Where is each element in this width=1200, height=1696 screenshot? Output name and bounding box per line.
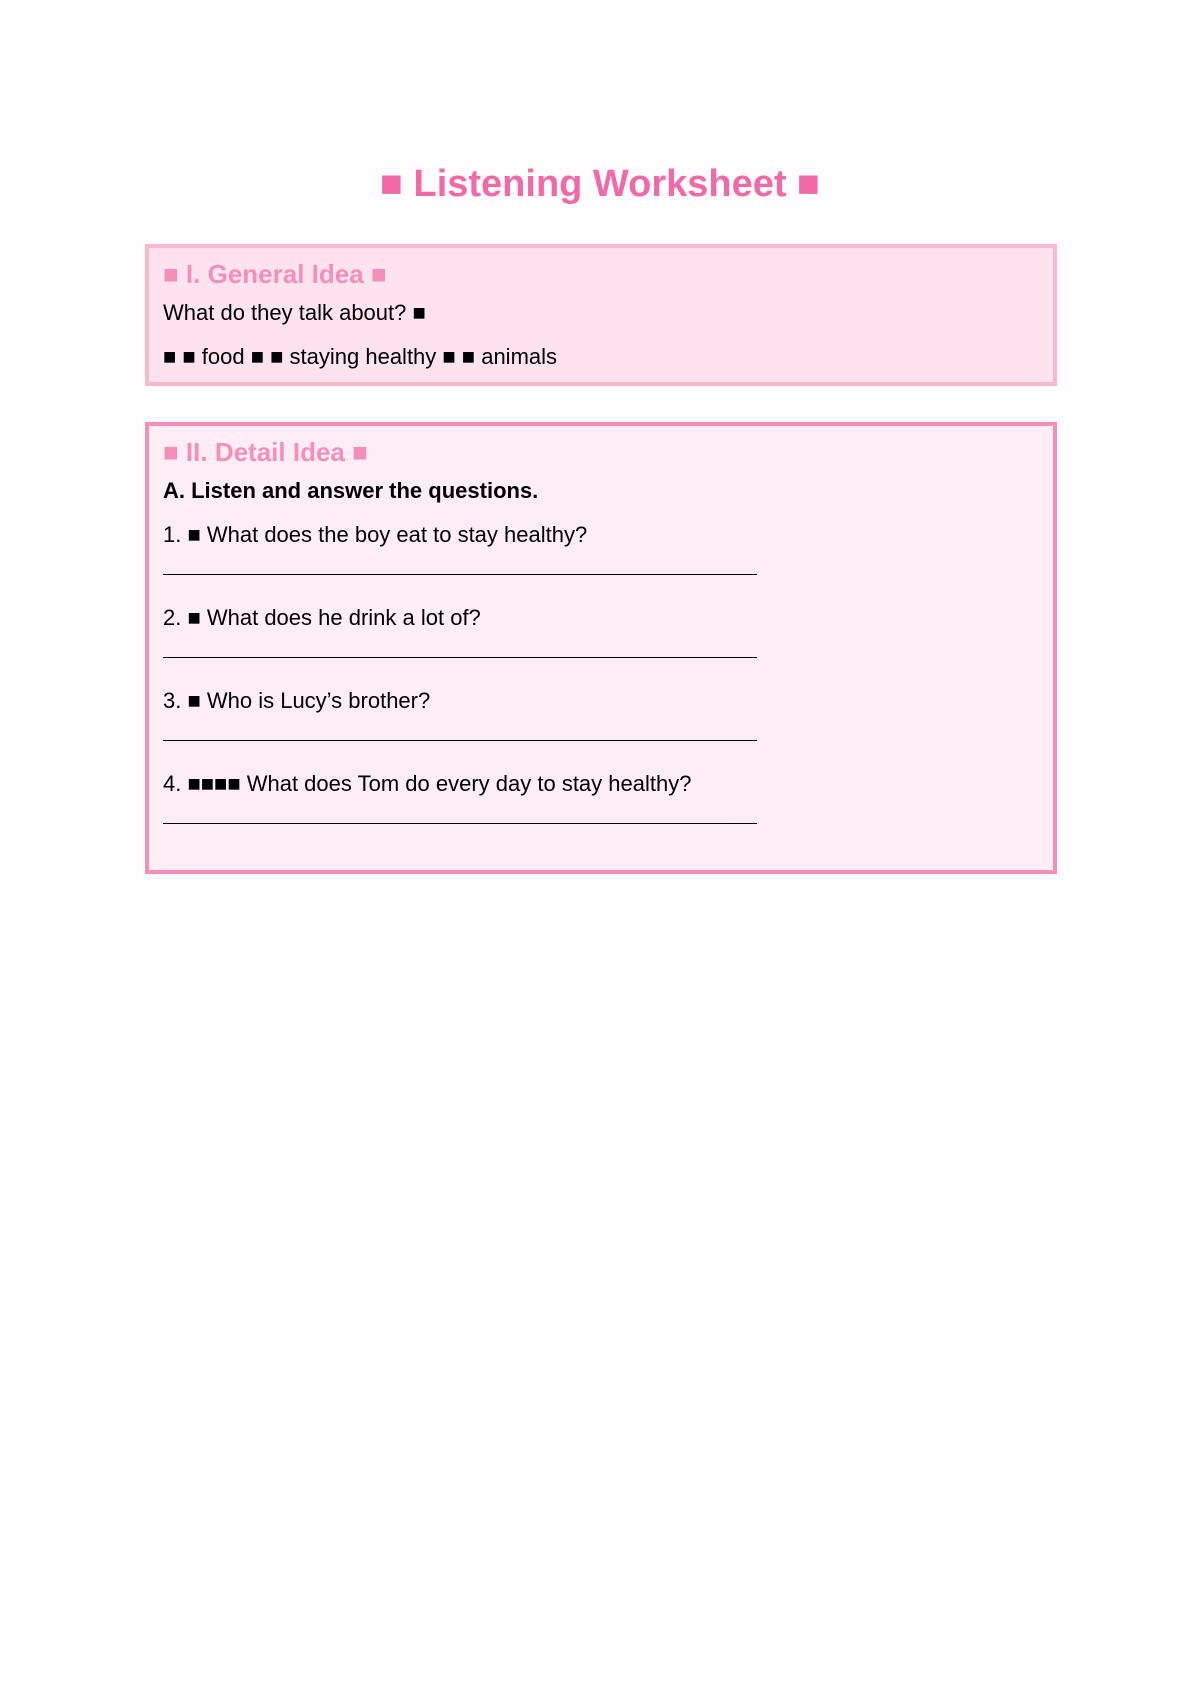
question-text: 1. ■ What does the boy eat to stay healthy? xyxy=(163,522,588,547)
detail-idea-section xyxy=(145,422,1057,874)
detail-instruction: A. Listen and answer the questions. xyxy=(163,478,539,503)
page-title: ■ Listening Worksheet ■ xyxy=(379,163,821,205)
question-text: 3. ■ Who is Lucy’s brother? xyxy=(163,688,431,713)
answer-line xyxy=(163,740,757,741)
question-item-4 xyxy=(163,769,1039,824)
answer-line xyxy=(163,657,757,658)
answer-line xyxy=(163,574,757,575)
general-idea-heading: ■ I. General Idea ■ xyxy=(163,259,387,289)
question-item-2 xyxy=(163,603,1039,658)
question-text: 4. ■■■■ What does Tom do every day to stay healthy? xyxy=(163,771,692,796)
question-item-1 xyxy=(163,520,1039,575)
detail-idea-heading: ■ II. Detail Idea ■ xyxy=(163,437,368,467)
question-item-3 xyxy=(163,686,1039,741)
general-idea-options: ■ ■ food ■ ■ staying healthy ■ ■ animals xyxy=(163,344,558,369)
answer-line xyxy=(163,823,757,824)
question-text: 2. ■ What does he drink a lot of? xyxy=(163,605,481,630)
general-idea-question: What do they talk about? ■ xyxy=(163,300,426,325)
general-idea-section xyxy=(145,244,1057,386)
